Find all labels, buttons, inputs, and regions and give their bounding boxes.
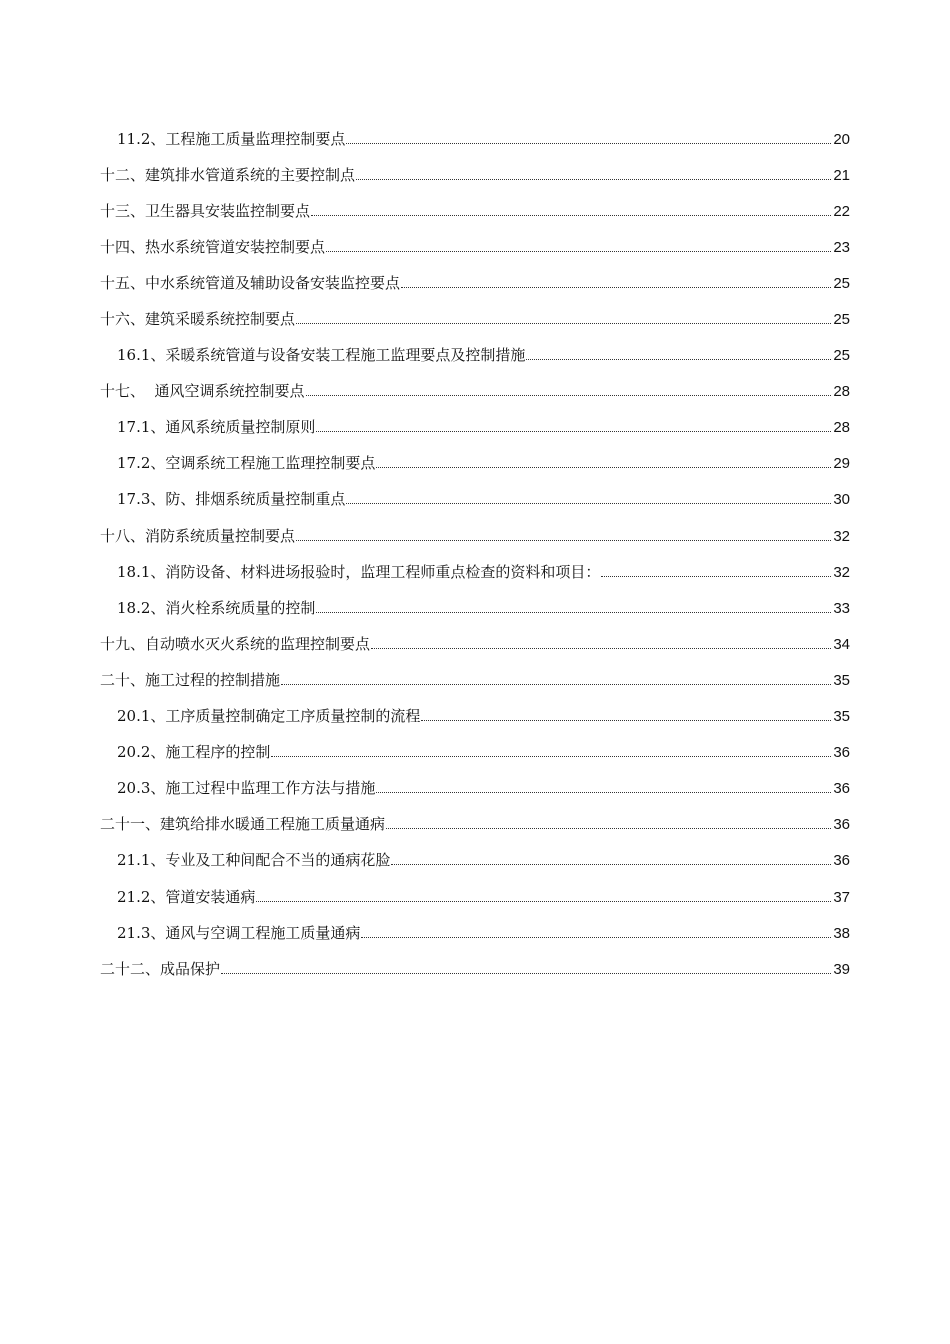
toc-dot-leader bbox=[326, 251, 831, 252]
toc-entry-title: 二十、施工过程的控制措施 bbox=[100, 670, 281, 689]
toc-dot-leader bbox=[356, 179, 831, 180]
toc-dot-leader bbox=[311, 215, 831, 216]
toc-entry-title: 18.2、消火栓系统质量的控制 bbox=[117, 598, 316, 617]
toc-entry-title: 十七、 通风空调系统控制要点 bbox=[100, 382, 305, 401]
toc-entry-page: 20 bbox=[833, 130, 850, 148]
toc-entry-page: 25 bbox=[833, 347, 850, 365]
toc-dot-leader bbox=[361, 937, 831, 938]
toc-entry-title: 16.1、采暖系统管道与设备安装工程施工监理要点及控制措施 bbox=[117, 346, 526, 365]
toc-dot-leader bbox=[376, 467, 831, 468]
toc-entry-title: 17.1、通风系统质量控制原则 bbox=[117, 418, 316, 437]
toc-entry-page: 35 bbox=[833, 671, 850, 689]
toc-entry[interactable] bbox=[100, 374, 850, 410]
toc-entry-title: 11.2、工程施工质量监理控制要点 bbox=[117, 129, 346, 148]
toc-entry-page: 23 bbox=[833, 238, 850, 256]
toc-entry[interactable] bbox=[100, 338, 850, 374]
toc-entry-page: 36 bbox=[833, 780, 850, 798]
toc-entry[interactable] bbox=[100, 879, 850, 915]
toc-entry-title: 二十一、建筑给排水暖通工程施工质量通病 bbox=[100, 815, 386, 834]
toc-entry-page: 39 bbox=[833, 960, 850, 978]
toc-entry-page: 22 bbox=[833, 202, 850, 220]
toc-entry-page: 36 bbox=[833, 816, 850, 834]
toc-entry[interactable] bbox=[100, 157, 850, 193]
toc-entry[interactable] bbox=[100, 193, 850, 229]
toc-entry-title: 十五、中水系统管道及辅助设备安装监控要点 bbox=[100, 273, 401, 292]
toc-entry-title: 17.2、空调系统工程施工监理控制要点 bbox=[117, 454, 376, 473]
toc-entry-title: 二十二、成品保护 bbox=[100, 959, 221, 978]
toc-entry-page: 35 bbox=[833, 708, 850, 726]
toc-dot-leader bbox=[256, 901, 831, 902]
toc-entry-title: 20.2、施工程序的控制 bbox=[117, 743, 271, 762]
table-of-contents bbox=[100, 121, 850, 987]
toc-entry[interactable] bbox=[100, 482, 850, 518]
toc-entry[interactable] bbox=[100, 229, 850, 265]
toc-dot-leader bbox=[296, 540, 831, 541]
toc-entry[interactable] bbox=[100, 915, 850, 951]
toc-entry-title: 21.2、管道安装通病 bbox=[117, 887, 256, 906]
toc-entry-page: 32 bbox=[833, 563, 850, 581]
toc-dot-leader bbox=[421, 720, 831, 721]
toc-entry[interactable] bbox=[100, 518, 850, 554]
toc-entry-title: 18.1、消防设备、材料进场报验时，监理工程师重点检查的资料和项目： bbox=[117, 562, 601, 581]
toc-entry[interactable] bbox=[100, 735, 850, 771]
toc-entry-title: 20.1、工序质量控制确定工序质量控制的流程 bbox=[117, 707, 421, 726]
toc-dot-leader bbox=[316, 431, 831, 432]
toc-entry[interactable] bbox=[100, 662, 850, 698]
toc-entry-page: 21 bbox=[833, 166, 850, 184]
toc-entry[interactable] bbox=[100, 951, 850, 987]
toc-entry-page: 33 bbox=[833, 599, 850, 617]
toc-entry-title: 20.3、施工过程中监理工作方法与措施 bbox=[117, 779, 376, 798]
toc-entry-page: 30 bbox=[833, 491, 850, 509]
toc-entry-title: 十九、自动喷水灭火系统的监理控制要点 bbox=[100, 634, 371, 653]
toc-dot-leader bbox=[281, 684, 831, 685]
toc-dot-leader bbox=[271, 756, 831, 757]
toc-entry[interactable] bbox=[100, 265, 850, 301]
toc-entry-page: 37 bbox=[833, 888, 850, 906]
toc-entry-page: 28 bbox=[833, 419, 850, 437]
toc-dot-leader bbox=[346, 503, 831, 504]
toc-entry[interactable] bbox=[100, 843, 850, 879]
toc-entry[interactable] bbox=[100, 807, 850, 843]
toc-dot-leader bbox=[401, 287, 831, 288]
toc-entry[interactable] bbox=[100, 301, 850, 337]
toc-entry[interactable] bbox=[100, 446, 850, 482]
toc-entry-page: 32 bbox=[833, 527, 850, 545]
toc-entry-page: 34 bbox=[833, 635, 850, 653]
toc-dot-leader bbox=[316, 612, 831, 613]
toc-entry-page: 25 bbox=[833, 274, 850, 292]
toc-entry-title: 十四、热水系统管道安装控制要点 bbox=[100, 237, 326, 256]
toc-entry[interactable] bbox=[100, 699, 850, 735]
toc-entry[interactable] bbox=[100, 121, 850, 157]
toc-entry-title: 21.1、专业及工种间配合不当的通病花脸 bbox=[117, 851, 391, 870]
toc-dot-leader bbox=[601, 576, 831, 577]
toc-entry-title: 十八、消防系统质量控制要点 bbox=[100, 526, 296, 545]
toc-entry-page: 36 bbox=[833, 744, 850, 762]
toc-dot-leader bbox=[371, 648, 831, 649]
toc-entry-page: 38 bbox=[833, 924, 850, 942]
toc-entry[interactable] bbox=[100, 771, 850, 807]
toc-entry-title: 十二、建筑排水管道系统的主要控制点 bbox=[100, 165, 356, 184]
toc-entry-title: 十三、卫生器具安装监控制要点 bbox=[100, 201, 311, 220]
toc-entry[interactable] bbox=[100, 554, 850, 590]
toc-dot-leader bbox=[386, 828, 831, 829]
toc-entry-title: 21.3、通风与空调工程施工质量通病 bbox=[117, 923, 361, 942]
toc-entry[interactable] bbox=[100, 590, 850, 626]
toc-dot-leader bbox=[391, 864, 831, 865]
toc-dot-leader bbox=[346, 143, 831, 144]
toc-entry-page: 28 bbox=[833, 383, 850, 401]
toc-dot-leader bbox=[221, 973, 831, 974]
toc-dot-leader bbox=[296, 323, 831, 324]
toc-entry[interactable] bbox=[100, 626, 850, 662]
toc-dot-leader bbox=[306, 395, 832, 396]
toc-dot-leader bbox=[526, 359, 831, 360]
toc-entry-title: 十六、建筑采暖系统控制要点 bbox=[100, 310, 296, 329]
toc-entry-page: 25 bbox=[833, 311, 850, 329]
toc-entry-page: 29 bbox=[833, 455, 850, 473]
toc-entry-page: 36 bbox=[833, 852, 850, 870]
toc-entry-title: 17.3、防、排烟系统质量控制重点 bbox=[117, 490, 346, 509]
toc-dot-leader bbox=[376, 792, 831, 793]
toc-entry[interactable] bbox=[100, 410, 850, 446]
